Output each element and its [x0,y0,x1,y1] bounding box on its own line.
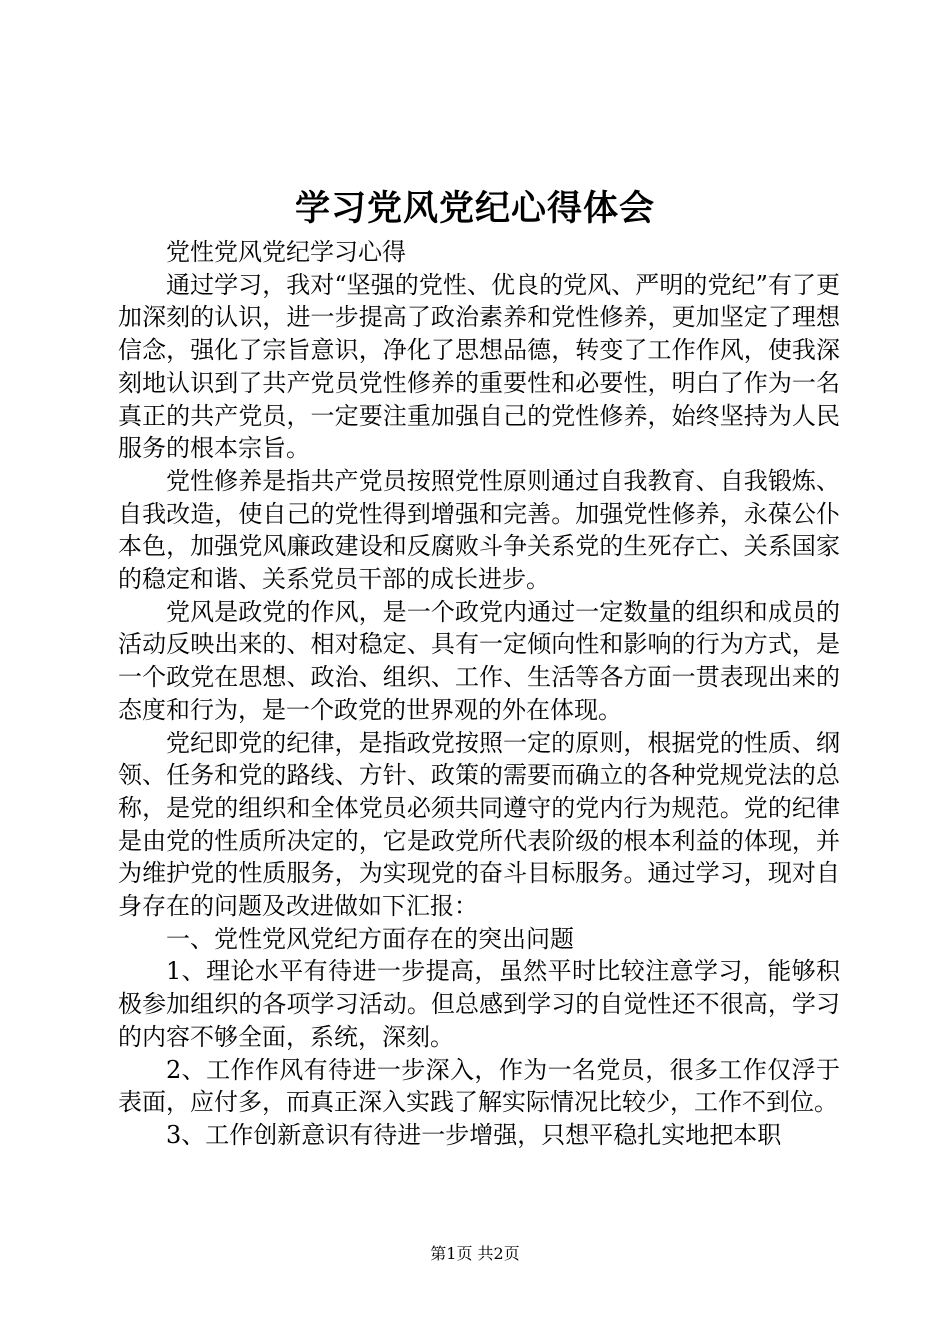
body-paragraph: 党风是政党的作风，是一个政党内通过一定数量的组织和成员的活动反映出来的、相对稳定、具有一定倾向性和影响的行为方式，是一个政党在思想、政治、组织、工作、生活等各方面一贯表现出来的态度和行为，是一个政党的世界观的外在体现。 [118,597,840,724]
body-paragraph: 3、工作创新意识有待进一步增强，只想平稳扎实地把本职 [166,1120,782,1149]
body-paragraph: 党纪即党的纪律，是指政党按照一定的原则，根据党的性质、纲领、任务和党的路线、方针、政策的需要而确立的各种党规党法的总称，是党的组织和全体党员必须共同遵守的党内行为规范。党的纪律是由党的性质所决定的，它是政党所代表阶级的根本利益的体现，并为维护党的性质服务，为实现党的奋斗目标服务。通过学习，现对自身存在的问题及改进做如下汇报： [118,728,840,921]
body-paragraph: 通过学习，我对“坚强的党性、优良的党风、严明的党纪”有了更加深刻的认识，进一步提高了政治素养和党性修养，更加坚定了理想信念，强化了宗旨意识，净化了思想品德，转变了工作作风，使我深刻地认识到了共产党员党性修养的重要性和必要性，明白了作为一名真正的共产党员，一定要注重加强自己的党性修养，始终坚持为人民服务的根本宗旨。 [118,270,840,463]
body-paragraph: 党性党风党纪学习心得 [166,238,406,266]
document-body [118,236,840,1152]
section-heading: 一、党性党风党纪方面存在的突出问题 [166,924,574,953]
body-paragraph: 1、理论水平有待进一步提高，虽然平时比较注意学习，能够积极参加组织的各项学习活动。但总感到学习的自觉性还不很高，学习的内容不够全面，系统，深刻。 [118,957,840,1051]
body-paragraph: 2、工作作风有待进一步深入，作为一名党员，很多工作仅浮于表面，应付多，而真正深入实践了解实际情况比较少，工作不到位。 [118,1055,840,1117]
body-paragraph: 党性修养是指共产党员按照党性原则通过自我教育、自我锻炼、自我改造，使自己的党性得到增强和完善。加强党性修养，永葆公仆本色，加强党风廉政建设和反腐败斗争关系党的生死存亡、关系国家的稳定和谐、关系党员干部的成长进步。 [118,466,840,594]
document-title: 学习党风党纪心得体会 [294,188,655,229]
page-footer: 第1页 共2页 [430,1244,520,1263]
